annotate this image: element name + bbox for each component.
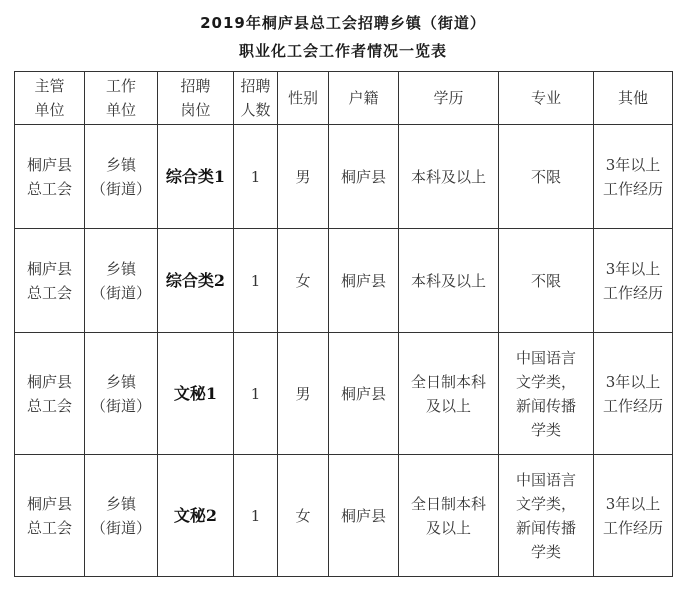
- cell-education: 全日制本科 及以上: [399, 455, 499, 577]
- cell-major: 不限: [499, 229, 594, 333]
- cell-position: 综合类1: [158, 125, 234, 229]
- cell-hukou: 桐庐县: [329, 455, 399, 577]
- cell-position: 文秘2: [158, 455, 234, 577]
- document-subtitle: 职业化工会工作者情况一览表: [238, 42, 447, 60]
- table-row: [15, 455, 673, 577]
- table-row: [15, 125, 673, 229]
- cell-position: 文秘1: [158, 333, 234, 455]
- cell-unit: 乡镇 （街道）: [85, 333, 158, 455]
- cell-dept: 桐庐县 总工会: [15, 455, 85, 577]
- cell-education: 本科及以上: [399, 229, 499, 333]
- cell-education: 全日制本科 及以上: [399, 333, 499, 455]
- cell-unit: 乡镇 （街道）: [85, 229, 158, 333]
- cell-unit: 乡镇 （街道）: [85, 125, 158, 229]
- cell-gender: 男: [278, 333, 329, 455]
- header-position: 招聘 岗位: [158, 72, 234, 125]
- cell-count: 1: [234, 333, 278, 455]
- header-other: 其他: [594, 72, 673, 125]
- cell-education: 本科及以上: [399, 125, 499, 229]
- table-header-row: [15, 72, 673, 125]
- cell-gender: 女: [278, 455, 329, 577]
- table-row: [15, 229, 673, 333]
- header-major: 专业: [499, 72, 594, 125]
- cell-other: 3年以上 工作经历: [594, 229, 673, 333]
- recruitment-table: [14, 71, 673, 577]
- cell-dept: 桐庐县 总工会: [15, 125, 85, 229]
- cell-position: 综合类2: [158, 229, 234, 333]
- cell-count: 1: [234, 455, 278, 577]
- cell-major: 中国语言 文学类， 新闻传播 学类: [499, 455, 594, 577]
- cell-unit: 乡镇 （街道）: [85, 455, 158, 577]
- header-gender: 性别: [278, 72, 329, 125]
- cell-hukou: 桐庐县: [329, 333, 399, 455]
- cell-gender: 女: [278, 229, 329, 333]
- header-dept: 主管 单位: [15, 72, 85, 125]
- header-hukou: 户籍: [329, 72, 399, 125]
- cell-count: 1: [234, 125, 278, 229]
- cell-other: 3年以上 工作经历: [594, 333, 673, 455]
- cell-count: 1: [234, 229, 278, 333]
- cell-other: 3年以上 工作经历: [594, 455, 673, 577]
- cell-major: 不限: [499, 125, 594, 229]
- cell-gender: 男: [278, 125, 329, 229]
- cell-hukou: 桐庐县: [329, 229, 399, 333]
- header-count: 招聘 人数: [234, 72, 278, 125]
- document-title: 2019年桐庐县总工会招聘乡镇（街道）: [200, 14, 486, 32]
- cell-dept: 桐庐县 总工会: [15, 229, 85, 333]
- cell-hukou: 桐庐县: [329, 125, 399, 229]
- cell-major: 中国语言 文学类， 新闻传播 学类: [499, 333, 594, 455]
- cell-other: 3年以上 工作经历: [594, 125, 673, 229]
- cell-dept: 桐庐县 总工会: [15, 333, 85, 455]
- table-row: [15, 333, 673, 455]
- header-education: 学历: [399, 72, 499, 125]
- header-unit: 工作 单位: [85, 72, 158, 125]
